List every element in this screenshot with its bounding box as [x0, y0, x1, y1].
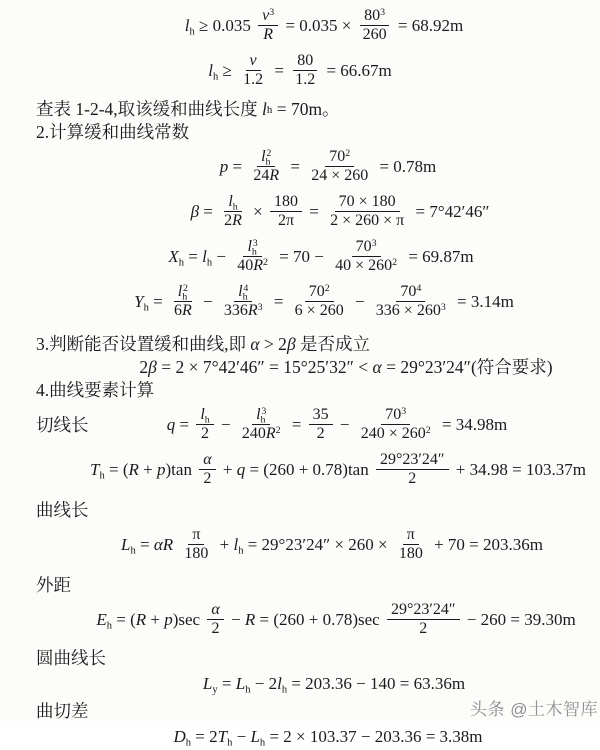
formula-eh	[0, 597, 600, 642]
row-tangent-length-body: q = $\frac{l_h}{2}$ − $\frac{l_h^3}{240R^2}$ = $\frac{35}{2}$ − $\frac{70^3}{240 \times 260^2}$ = 34.98m	[166, 406, 508, 442]
formula-xh	[0, 234, 600, 279]
fraction: $\frac{l_h^4}{336R^3}$	[223, 283, 263, 319]
fraction: $\frac{l_h^3}{240R^2}$	[241, 406, 281, 442]
label-curve-length-body: 曲线长	[36, 500, 89, 520]
fraction: $\frac{180}{2\pi}$	[270, 193, 302, 230]
label-row-tangent-length: 切线长	[36, 415, 89, 435]
fraction: $\frac{\pi}{180}$	[398, 526, 423, 562]
formula-th-body: $T_h = (R + p)\tan$ $\frac{\alpha}{2}$ + q = (260 + 0.78)tan $\frac{29^\circ 23'24''}{2}$ + 34.98 = 103.37m	[90, 451, 586, 487]
formula-beta	[0, 189, 600, 234]
heading-step-2	[0, 121, 600, 144]
fraction: $\frac{v}{1.2}$	[243, 52, 264, 88]
formula-dh	[0, 723, 600, 750]
formula-yh	[0, 279, 600, 324]
formula-ly-body: $L_y = L_h - 2l_h = 203.36 - 140 = 63.36m$	[202, 673, 466, 696]
formula-p-body: p = $\frac{l_h^2}{24R}$ = $\frac{70^2}{24 \times 260}$ = 0.78m	[219, 148, 437, 184]
label-curve-length	[0, 499, 600, 522]
label-curve-tangent-difference-body: 曲切差	[36, 701, 89, 721]
formula-dh-body: $D_h = 2T_h - L_h = 2 \times 103.37 - 203.36 = 3.38m$	[173, 726, 483, 749]
fraction: $\frac{80^3}{260}$	[359, 7, 391, 44]
heading-step-4	[0, 379, 600, 402]
label-external-distance-body: 外距	[36, 575, 71, 595]
label-circular-curve-length	[0, 647, 600, 670]
fraction: $\frac{70^3}{240 \times 260^2}$	[360, 406, 431, 442]
heading-step-4-body: 4.曲线要素计算	[36, 380, 155, 400]
fraction: $\frac{70 \times 180}{2 \times 260 \times \pi}$	[330, 193, 405, 229]
fraction: $\frac{35}{2}$	[309, 406, 333, 443]
formula-lh-min-speed	[0, 3, 600, 48]
heading-step-2-body: 2.计算缓和曲线常数	[36, 122, 190, 142]
fraction: $\frac{70^3}{40 \times 260^2}$	[335, 238, 398, 274]
fraction: $\frac{l_h^2}{24R}$	[253, 148, 280, 184]
fraction: $\frac{l_h}{2R}$	[224, 193, 242, 229]
formula-lh-min-ratio-body: $l_h$ ≥ $\frac{v}{1.2}$ = $\frac{80}{1.2}$ = 66.67m	[208, 52, 392, 88]
formula-ly	[0, 670, 600, 697]
fraction: $\frac{29^\circ 23'24''}{2}$	[387, 601, 460, 638]
fraction: $\frac{70^2}{24 \times 260}$	[311, 148, 369, 184]
formula-beta-body: β = $\frac{l_h}{2R}$ × $\frac{180}{2\pi}$ = $\frac{70 \times 180}{2 \times 260 \times \pi}$ = 7°42′46″	[190, 193, 490, 229]
watermark: 头条 @土木智库	[470, 700, 598, 719]
text-table-lookup	[0, 98, 600, 121]
formula-yh-body: $Y_h$ = $\frac{l_h^2}{6R}$ − $\frac{l_h^4}{336R^3}$ = $\frac{70^2}{6 \times 260}$ − $\frac{70^4}{336 \times 260^3}$ = 3.14m	[134, 283, 514, 319]
label-external-distance	[0, 574, 600, 597]
row-tangent-length	[0, 402, 600, 447]
calculation-content	[0, 3, 600, 750]
formula-eh-body: $E_h = (R + p)\sec$ $\frac{\alpha}{2}$ − R = (260 + 0.78)sec $\frac{29^\circ 23'24''}{2}$ − 260 = 39.30m	[96, 601, 576, 637]
fraction: $\frac{l_h^2}{6R}$	[173, 283, 192, 319]
formula-lh-total-body: $L_h = \alpha R$ $\frac{\pi}{180}$ + $l_h = 29^\circ 23'24'' \times 260$ × $\frac{\pi}{180}$ + 70 = 203.36m	[120, 526, 543, 562]
heading-step-3	[0, 333, 600, 356]
text-table-lookup-body: 查表 1-2-4,取该缓和曲线长度 l h = 70m。	[36, 99, 340, 119]
label-circular-curve-length-body: 圆曲线长	[36, 648, 106, 668]
fraction: $\frac{\alpha}{2}$	[199, 451, 215, 488]
fraction: $\frac{29^\circ 23'24''}{2}$	[376, 451, 449, 488]
fraction: $\frac{\pi}{180}$	[184, 526, 209, 562]
formula-lh-min-ratio	[0, 48, 600, 93]
fraction: $\frac{80}{1.2}$	[295, 52, 316, 88]
formula-p	[0, 144, 600, 189]
formula-2beta-check	[0, 356, 600, 379]
heading-step-3-body: 3.判断能否设置缓和曲线,即 α > 2 β 是否成立	[36, 334, 371, 354]
fraction: $\frac{70^2}{6 \times 260}$	[294, 283, 344, 319]
fraction: $\frac{v^3}{R}$	[258, 7, 278, 44]
fraction: $\frac{l_h^3}{40R^2}$	[237, 238, 268, 274]
formula-xh-body: $X_h = l_h$ − $\frac{l_h^3}{40R^2}$ = 70 − $\frac{70^3}{40 \times 260^2}$ = 69.87m	[168, 238, 474, 274]
fraction: $\frac{70^4}{336 \times 260^3}$	[375, 283, 446, 319]
formula-2beta-check-body: 2β = 2 × 7°42′46″ = 15°25′32″ < α = 29°23′24″(符合要求)	[139, 357, 553, 377]
formula-th	[0, 447, 600, 492]
fraction: $\frac{\alpha}{2}$	[207, 601, 223, 638]
formula-lh-total	[0, 522, 600, 567]
formula-lh-min-speed-body: $l_h \ge 0.035$ $\frac{v^3}{R}$ = 0.035 × $\frac{80^3}{260}$ = 68.92m	[184, 7, 464, 43]
fraction: $\frac{l_h}{2}$	[196, 406, 213, 443]
